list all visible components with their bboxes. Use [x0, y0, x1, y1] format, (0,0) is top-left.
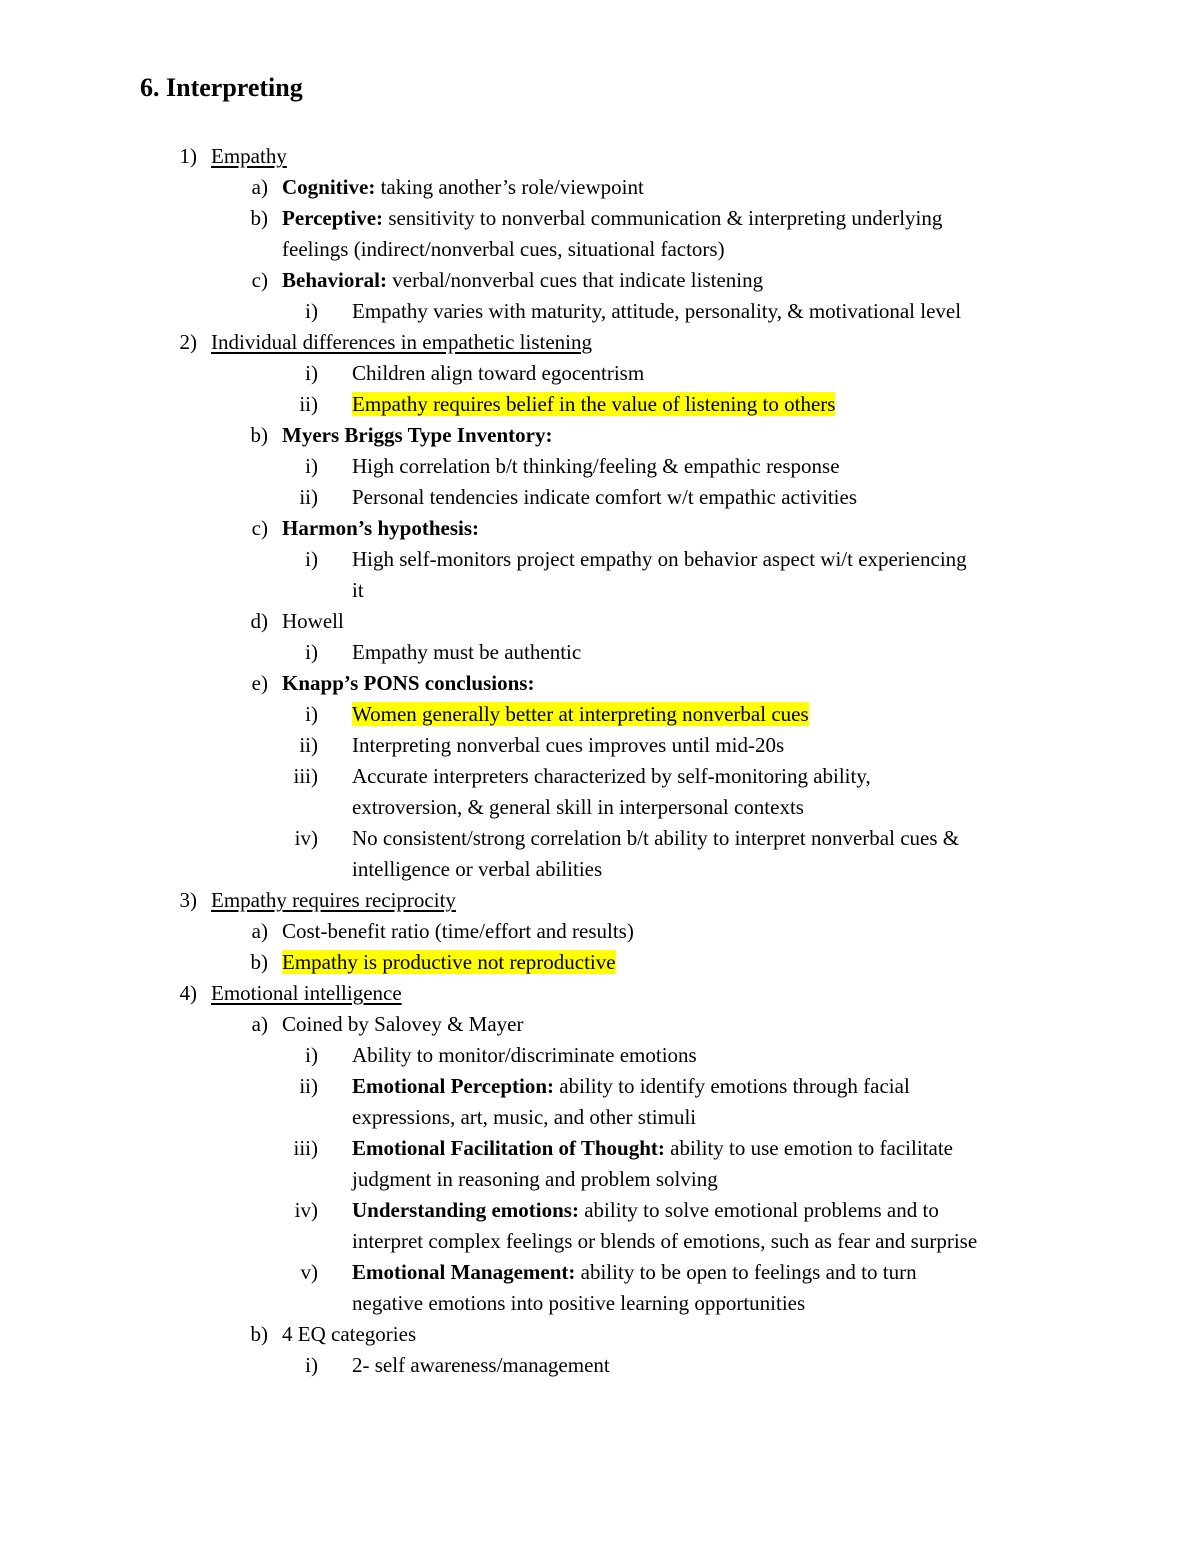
highlighted-text: Empathy requires belief in the value of listening to others — [352, 392, 836, 416]
body-text: interpret complex feelings or blends of emotions, such as fear and surprise — [352, 1229, 978, 1253]
outline-text — [352, 296, 961, 327]
list-marker: iii) — [293, 1136, 318, 1160]
list-marker: i) — [305, 640, 318, 664]
body-text: High correlation b/t thinking/feeling & empathic response — [352, 454, 840, 478]
body-text: Empathy varies with maturity, attitude, personality, & motivational level — [352, 299, 962, 323]
outline-text — [352, 389, 835, 420]
outline-text — [282, 1319, 416, 1350]
outline-text — [282, 234, 725, 265]
outline-text — [352, 1195, 939, 1226]
body-text: Children align toward egocentrism — [352, 361, 645, 385]
list-marker: iv) — [294, 826, 318, 850]
highlighted-text: Women generally better at interpreting nonverbal cues — [352, 702, 809, 726]
body-text: High self-monitors project empathy on behavior aspect wi/t experiencing — [352, 547, 967, 571]
body-text: taking another’s role/viewpoint — [375, 175, 644, 199]
list-marker: i) — [305, 454, 318, 478]
outline-line — [0, 172, 1200, 203]
outline-text — [352, 482, 857, 513]
outline-line — [0, 916, 1200, 947]
outline-text — [282, 265, 763, 296]
term-label: Behavioral: — [282, 268, 387, 292]
outline-text — [352, 451, 840, 482]
outline-text — [352, 1071, 910, 1102]
list-marker: b) — [250, 1322, 268, 1346]
list-marker: a) — [251, 919, 268, 943]
body-text: ability to solve emotional problems and to — [578, 1198, 939, 1222]
term-label: Myers Briggs Type Inventory: — [282, 423, 553, 447]
outline-line — [0, 606, 1200, 637]
term-label: Emotional Management: — [352, 1260, 576, 1284]
outline-line — [0, 978, 1200, 1009]
outline-line — [0, 1133, 1200, 1164]
outline-line — [0, 1350, 1200, 1381]
outline-text — [352, 575, 364, 606]
body-text: Personal tendencies indicate comfort w/t empathic activities — [352, 485, 857, 509]
list-marker: iv) — [294, 1198, 318, 1222]
list-marker: e) — [251, 671, 268, 695]
page-title: 6. Interpreting — [140, 73, 303, 102]
outline-text — [282, 916, 634, 947]
outline-line — [0, 947, 1200, 978]
outline-text — [352, 1133, 953, 1164]
outline-line — [0, 823, 1200, 854]
term-label: Perceptive: — [282, 206, 384, 230]
outline-line — [0, 327, 1200, 358]
outline-line — [0, 792, 1200, 823]
list-marker: ii) — [299, 1074, 318, 1098]
outline-text — [352, 358, 644, 389]
section-heading: Empathy — [211, 144, 287, 168]
outline-line — [0, 1164, 1200, 1195]
outline-text — [282, 1009, 523, 1040]
outline-line — [0, 451, 1200, 482]
outline-text — [352, 730, 784, 761]
outline-text — [352, 1040, 697, 1071]
body-text: feelings (indirect/nonverbal cues, situational factors) — [282, 237, 725, 261]
list-marker: b) — [250, 206, 268, 230]
outline-text — [282, 513, 479, 544]
outline-text — [352, 1226, 977, 1257]
body-text: ability to identify emotions through facial — [554, 1074, 910, 1098]
outline-text — [282, 947, 616, 978]
outline-text — [211, 327, 592, 358]
list-marker: ii) — [299, 485, 318, 509]
outline-text — [352, 1102, 696, 1133]
term-label: Emotional Facilitation of Thought: — [352, 1136, 665, 1160]
outline-line — [0, 420, 1200, 451]
list-marker: i) — [305, 1353, 318, 1377]
section-heading: Individual differences in empathetic listening — [211, 330, 592, 354]
outline-text — [352, 854, 602, 885]
outline-line — [0, 668, 1200, 699]
outline-line — [0, 1226, 1200, 1257]
outline-line — [0, 513, 1200, 544]
list-marker: 1) — [179, 144, 197, 168]
body-text: Empathy must be authentic — [352, 640, 582, 664]
outline-text — [282, 606, 344, 637]
outline-line — [0, 141, 1200, 172]
outline-line — [0, 234, 1200, 265]
list-marker: a) — [251, 175, 268, 199]
outline-text — [211, 978, 402, 1009]
term-label: Cognitive: — [282, 175, 376, 199]
body-text: Accurate interpreters characterized by self-monitoring ability, — [352, 764, 871, 788]
list-marker: 4) — [179, 981, 197, 1005]
outline-line — [0, 1102, 1200, 1133]
highlighted-text: Empathy is productive not reproductive — [282, 950, 616, 974]
outline-line — [0, 482, 1200, 513]
body-text: Ability to monitor/discriminate emotions — [352, 1043, 697, 1067]
outline-text — [352, 1257, 917, 1288]
term-label: Emotional Perception: — [352, 1074, 555, 1098]
list-marker: iii) — [293, 764, 318, 788]
list-marker: b) — [250, 423, 268, 447]
term-label: Harmon’s hypothesis: — [282, 516, 479, 540]
list-marker: ii) — [299, 733, 318, 757]
outline-line — [0, 1071, 1200, 1102]
list-marker: a) — [251, 1012, 268, 1036]
outline-text — [282, 203, 942, 234]
list-marker: i) — [305, 702, 318, 726]
body-text: ability to use emotion to facilitate — [664, 1136, 953, 1160]
outline-line — [0, 296, 1200, 327]
outline-line — [0, 1040, 1200, 1071]
outline-line — [0, 1195, 1200, 1226]
outline-text — [282, 420, 552, 451]
outline-line — [0, 885, 1200, 916]
outline-line — [0, 544, 1200, 575]
outline-text — [211, 885, 456, 916]
body-text: Interpreting nonverbal cues improves until mid-20s — [352, 733, 785, 757]
outline-text — [352, 792, 804, 823]
outline-line — [0, 1319, 1200, 1350]
outline-line — [0, 854, 1200, 885]
list-marker: 2) — [179, 330, 197, 354]
outline-line — [0, 389, 1200, 420]
list-marker: i) — [305, 361, 318, 385]
list-marker: c) — [251, 516, 268, 540]
body-text: Cost-benefit ratio (time/effort and results) — [282, 919, 634, 943]
body-text: extroversion, & general skill in interpersonal contexts — [352, 795, 804, 819]
body-text: 4 EQ categories — [282, 1322, 417, 1346]
body-text: No consistent/strong correlation b/t ability to interpret nonverbal cues & — [352, 826, 960, 850]
body-text: Howell — [282, 609, 344, 633]
body-text: expressions, art, music, and other stimuli — [352, 1105, 697, 1129]
outline-line — [0, 730, 1200, 761]
list-marker: i) — [305, 547, 318, 571]
outline-line — [0, 761, 1200, 792]
outline-text — [352, 699, 809, 730]
list-marker: c) — [251, 268, 268, 292]
outline-line — [0, 575, 1200, 606]
body-text: negative emotions into positive learning opportunities — [352, 1291, 806, 1315]
body-text: verbal/nonverbal cues that indicate listening — [387, 268, 764, 292]
body-text: 2- self awareness/management — [352, 1353, 610, 1377]
list-marker: b) — [250, 950, 268, 974]
outline-text — [352, 761, 871, 792]
outline-line — [0, 265, 1200, 296]
outline-text — [352, 637, 581, 668]
list-marker: d) — [250, 609, 268, 633]
section-heading: Empathy requires reciprocity — [211, 888, 456, 912]
body-text: it — [352, 578, 364, 602]
outline-line — [0, 699, 1200, 730]
term-label: Understanding emotions: — [352, 1198, 579, 1222]
body-text: Coined by Salovey & Mayer — [282, 1012, 524, 1036]
body-text: ability to be open to feelings and to turn — [575, 1260, 917, 1284]
outline-text — [352, 823, 959, 854]
list-marker: i) — [305, 1043, 318, 1067]
list-marker: 3) — [179, 888, 197, 912]
term-label: Knapp’s PONS conclusions: — [282, 671, 535, 695]
outline-text — [352, 1288, 805, 1319]
body-text: sensitivity to nonverbal communication & interpreting underlying — [383, 206, 943, 230]
outline-line — [0, 637, 1200, 668]
body-text: judgment in reasoning and problem solving — [352, 1167, 718, 1191]
list-marker: v) — [300, 1260, 318, 1284]
outline-text — [282, 668, 534, 699]
outline-text — [352, 1350, 610, 1381]
outline-line — [0, 1288, 1200, 1319]
section-heading: Emotional intelligence — [211, 981, 402, 1005]
outline-text — [352, 1164, 718, 1195]
outline-text — [211, 141, 287, 172]
outline-line — [0, 358, 1200, 389]
list-marker: i) — [305, 299, 318, 323]
list-marker: ii) — [299, 392, 318, 416]
outline-text — [282, 172, 644, 203]
outline-line — [0, 1257, 1200, 1288]
outline-text — [352, 544, 967, 575]
body-text: intelligence or verbal abilities — [352, 857, 603, 881]
outline-line — [0, 203, 1200, 234]
outline-line — [0, 1009, 1200, 1040]
